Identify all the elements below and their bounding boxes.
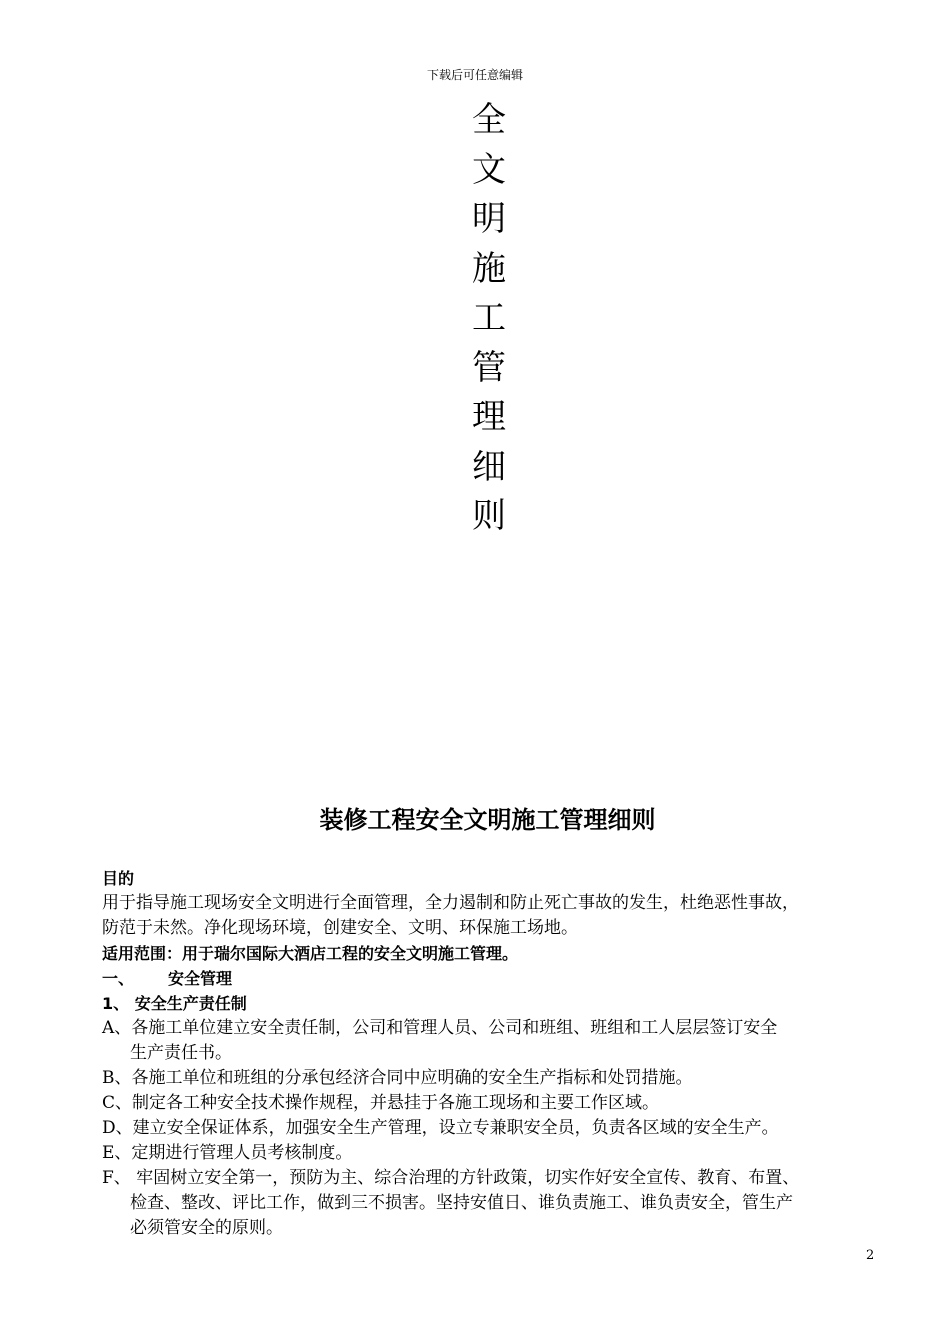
- item-text: 各施工单位建立安全责任制，公司和管理人员、公司和班组、班组和工人层层签订安全: [131, 1018, 778, 1038]
- vertical-title-char: 明: [472, 199, 506, 239]
- vertical-title-char: 细: [472, 446, 506, 487]
- item-text: 定期进行管理人员考核制度。: [131, 1143, 353, 1163]
- page-number: 2: [866, 1248, 875, 1263]
- item-label: A、: [102, 1018, 132, 1038]
- vertical-title-char: 文: [472, 149, 506, 190]
- vertical-title-char: 管: [472, 347, 506, 388]
- vertical-title-char: 施: [472, 248, 506, 289]
- document-title: 装修工程安全文明施工管理细则: [319, 806, 656, 834]
- item-text: 牢固树立安全第一，预防为主、综合治理的方针政策，切实作好安全宣传、教育、布置、: [130, 1168, 800, 1188]
- header-note: 下载后可任意编辑: [426, 68, 523, 82]
- item-label: D、: [102, 1118, 133, 1138]
- purpose-heading: 目的: [102, 869, 135, 888]
- section-title: 安全管理: [168, 969, 233, 988]
- scope-statement: 适用范围：用于瑞尔国际大酒店工程的安全文明施工管理。: [102, 944, 519, 963]
- vertical-title: [464, 96, 514, 542]
- item-text: 各施工单位和班组的分承包经济合同中应明确的安全生产指标和处罚措施。: [131, 1068, 693, 1088]
- list-item: [102, 1091, 892, 1116]
- item-label: F、: [102, 1168, 131, 1188]
- item-text: 建立安全保证体系，加强安全生产管理，设立专兼职安全员，负责各区域的安全生产。: [132, 1118, 779, 1138]
- item-label: E、: [102, 1143, 132, 1163]
- vertical-title-char: 理: [472, 397, 506, 437]
- document-body: [102, 866, 892, 1241]
- list-item: [102, 1141, 892, 1166]
- item-text: 制定各工种安全技术操作规程，并悬挂于各施工现场和主要工作区域。: [132, 1093, 660, 1113]
- item-label: B、: [102, 1068, 132, 1088]
- vertical-title-char: 全: [472, 100, 506, 140]
- purpose-text-line: 用于指导施工现场安全文明进行全面管理，全力遏制和防止死亡事故的发生，杜绝恶性事故，: [102, 893, 799, 913]
- list-item: [102, 1116, 892, 1141]
- item-label: C、: [102, 1093, 133, 1113]
- vertical-title-char: 则: [472, 496, 506, 536]
- section-heading: [102, 966, 892, 991]
- list-item: [102, 1016, 892, 1066]
- item-text: 生产责任书。: [130, 1043, 232, 1063]
- list-item: [102, 1066, 892, 1091]
- item-text: 检查、整改、评比工作，做到三不损害。坚持安值日、谁负责施工、谁负责安全，管生产: [130, 1193, 793, 1213]
- vertical-title-char: 工: [472, 298, 506, 338]
- section-number: 一、: [102, 969, 135, 988]
- list-item: [102, 1166, 892, 1241]
- subsection-heading: 1、 安全生产责任制: [102, 994, 247, 1013]
- item-text: 必须管安全的原则。: [130, 1218, 283, 1238]
- purpose-text-line: 防范于未然。净化现场环境，创建安全、文明、环保施工场地。: [102, 918, 578, 938]
